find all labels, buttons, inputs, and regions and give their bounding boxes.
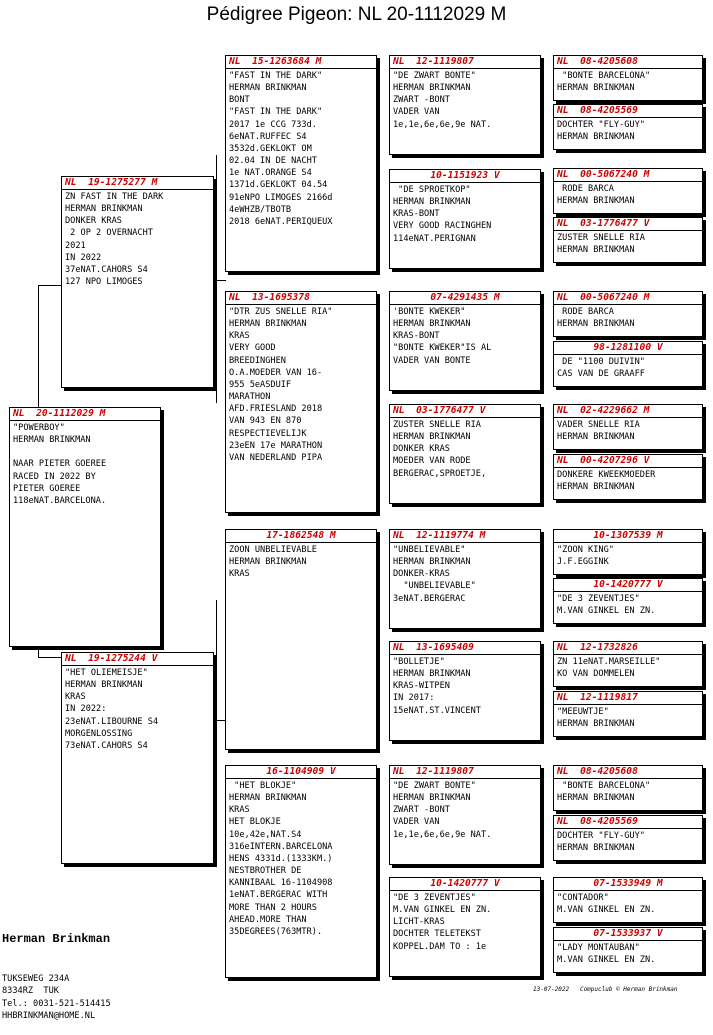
ring-number: NL 12-1732826: [554, 642, 702, 655]
pedigree-box-gen5: [553, 55, 703, 101]
ring-number: NL 12-1119807: [390, 766, 540, 779]
pedigree-box-gen3: [225, 55, 377, 272]
pedigree-box-gen4: [389, 877, 541, 977]
ring-number: NL 08-4205608: [554, 766, 702, 779]
ring-number: NL 12-1119807: [390, 56, 540, 69]
pedigree-box-gen5: [553, 815, 703, 861]
pigeon-details: "ZOON KING" J.F.EGGINK: [557, 545, 614, 568]
ring-number: 07-1533949 M: [554, 878, 702, 891]
pedigree-box-gen5: [553, 454, 703, 500]
ring-number: 16-1104909 V: [226, 766, 376, 779]
pigeon-details: "MEEUWTJE" HERMAN BRINKMAN: [557, 707, 635, 730]
owner-name: Herman Brinkman: [2, 931, 111, 946]
ring-number: NL 13-1695378: [226, 292, 376, 305]
ring-number: NL 08-4205608: [554, 56, 702, 69]
ring-number: 98-1281100 V: [554, 342, 702, 355]
pigeon-details: DONKERE KWEEKMOEDER HERMAN BRINKMAN: [557, 470, 656, 493]
pedigree-box-gen4: [389, 404, 541, 504]
pigeon-details: VADER SNELLE RIA HERMAN BRINKMAN: [557, 420, 640, 443]
pedigree-box-gen4: [389, 529, 541, 629]
pedigree-box-gen5: [553, 341, 703, 387]
pigeon-details: "HET BLOKJE" HERMAN BRINKMAN KRAS HET BLOKJE 10e,42e,NAT.S4 316eINTERN.BARCELONA HENS 4331d.(1333KM.) NESTBROTHER DE KANNIBAAL 16-1104908 1eNAT.BERGERAC WITH MORE THAN 2 HOURS AHEAD.MORE THAN 35DEGREES(763MTR).: [229, 781, 333, 937]
pigeon-details: "HET OLIEMEISJE" HERMAN BRINKMAN KRAS IN 2022: 23eNAT.LIBOURNE S4 MORGENLOSSING 73eNAT.CAHORS S4: [65, 668, 159, 751]
pedigree-box-gen3: [225, 765, 377, 978]
ring-number: NL 19-1275244 V: [62, 653, 213, 666]
connector-line: [216, 600, 217, 846]
connector-line: [213, 280, 226, 281]
ring-number: 10-1420777 V: [554, 579, 702, 592]
pedigree-box-gen5: [553, 404, 703, 450]
pigeon-details: "LADY MONTAUBAN" M.VAN GINKEL EN ZN.: [557, 943, 656, 966]
pedigree-box-gen5: [553, 104, 703, 150]
footer-credit: 13-07-2022 Compuclub © Herman Brinkman: [533, 986, 678, 993]
ring-number: NL 20-1112029 M: [10, 408, 160, 421]
connector-line: [38, 657, 62, 658]
pigeon-details: "BONTE BARCELONA" HERMAN BRINKMAN: [557, 71, 651, 94]
pedigree-box-gen5: [553, 291, 703, 337]
pigeon-details: "DE SPROETKOP" HERMAN BRINKMAN KRAS-BONT VERY GOOD RACINGHEN 114eNAT.PERIGNAN: [393, 185, 492, 244]
ring-number: 17-1862548 M: [226, 530, 376, 543]
pedigree-box-gen3: [225, 291, 377, 513]
pedigree-box-gen4: [389, 169, 541, 269]
pedigree-box-gen5: [553, 578, 703, 624]
pigeon-details: "DTR ZUS SNELLE RIA" HERMAN BRINKMAN KRAS VERY GOOD BREEDINGHEN O.A.MOEDER VAN 16- 955 5eASDUIF MARATHON AFD.FRIESLAND 2018 VAN 943 EN 870 RESPECTIEVELIJK 23eEN 17e MARATHON VAN NEDERLAND PIPA: [229, 307, 333, 463]
ring-number: 10-1151923 V: [390, 170, 540, 183]
pigeon-details: RODE BARCA HERMAN BRINKMAN: [557, 184, 635, 207]
ring-number: NL 12-1119774 M: [390, 530, 540, 543]
ring-number: NL 12-1119817: [554, 692, 702, 705]
pigeon-details: "DE 3 ZEVENTJES" M.VAN GINKEL EN ZN.: [557, 594, 656, 617]
ring-number: NL 00-5067240 M: [554, 169, 702, 182]
pedigree-box-gen4: [389, 641, 541, 741]
pedigree-box-gen4: [389, 765, 541, 865]
ring-number: NL 15-1263684 M: [226, 56, 376, 69]
pigeon-details: ZUSTER SNELLE RIA HERMAN BRINKMAN: [557, 233, 645, 256]
pigeon-details: "FAST IN THE DARK" HERMAN BRINKMAN BONT "FAST IN THE DARK" 2017 1e CCG 733d. 6eNAT.RUFFEC S4 3532d.GEKLOKT OM 02.04 IN DE NACHT 1e NAT.ORANGE S4 1371d.GEKLOKT 04.54 91eNPO LIMOGES 2166d 4eWHZB/TBOTB 2018 6eNAT.PERIQUEUX: [229, 71, 333, 227]
connector-line: [216, 155, 217, 403]
ring-number: 10-1420777 V: [390, 878, 540, 891]
pedigree-box-gen5: [553, 927, 703, 973]
ring-number: NL 00-4207296 V: [554, 455, 702, 468]
pedigree-box-gen5: [553, 217, 703, 263]
connector-line: [38, 285, 62, 286]
page-title: Pédigree Pigeon: NL 20-1112029 M: [206, 4, 507, 25]
owner-info: [2, 906, 111, 1035]
pigeon-details: DOCHTER "FLY-GUY" HERMAN BRINKMAN: [557, 831, 645, 854]
pigeon-details: "DE ZWART BONTE" HERMAN BRINKMAN ZWART -BONT VADER VAN 1e,1e,6e,6e,9e NAT.: [393, 781, 492, 840]
owner-address: TUKSEWEG 234A 8334RZ TUK Tel.: 0031-521-514415 HHBRINKMAN@HOME.NL: [2, 974, 111, 1022]
pigeon-details: "BOLLETJE" HERMAN BRINKMAN KRAS-WITPEN IN 2017: 15eNAT.ST.VINCENT: [393, 657, 481, 716]
pigeon-details: DE "1100 DUIVIN" CAS VAN DE GRAAFF: [557, 357, 645, 380]
pigeon-details: "POWERBOY" HERMAN BRINKMAN NAAR PIETER GOEREE RACED IN 2022 BY PIETER GOEREE 118eNAT.BARCELONA.: [13, 423, 107, 506]
ring-number: 10-1307539 M: [554, 530, 702, 543]
pigeon-details: RODE BARCA HERMAN BRINKMAN: [557, 307, 635, 330]
pigeon-details: DOCHTER "FLY-GUY" HERMAN BRINKMAN: [557, 120, 645, 143]
pigeon-details: 'BONTE KWEKER" HERMAN BRINKMAN KRAS-BONT "BONTE KWEKER"IS AL VADER VAN BONTE: [393, 307, 492, 366]
ring-number: NL 02-4229662 M: [554, 405, 702, 418]
pigeon-details: "DE ZWART BONTE" HERMAN BRINKMAN ZWART -BONT VADER VAN 1e,1e,6e,6e,9e NAT.: [393, 71, 492, 130]
pedigree-box-gen5: [553, 168, 703, 214]
ring-number: NL 03-1776477 V: [390, 405, 540, 418]
ring-number: NL 08-4205569: [554, 105, 702, 118]
pigeon-details: "DE 3 ZEVENTJES" M.VAN GINKEL EN ZN. LICHT-KRAS DOCHTER TELETEKST KOPPEL.DAM TO : 1e: [393, 893, 492, 952]
ring-number: NL 00-5067240 M: [554, 292, 702, 305]
pigeon-details: "BONTE BARCELONA" HERMAN BRINKMAN: [557, 781, 651, 804]
pedigree-box-gen4: [389, 291, 541, 391]
pedigree-box-sire: [61, 176, 214, 388]
pigeon-details: "CONTADOR" M.VAN GINKEL EN ZN.: [557, 893, 656, 916]
pigeon-details: ZOON UNBELIEVABLE HERMAN BRINKMAN KRAS: [229, 545, 317, 580]
pigeon-details: "UNBELIEVABLE" HERMAN BRINKMAN DONKER-KRAS "UNBELIEVABLE" 3eNAT.BERGERAC: [393, 545, 476, 604]
pedigree-box-gen5: [553, 765, 703, 811]
pedigree-box-gen5: [553, 877, 703, 923]
ring-number: 07-4291435 M: [390, 292, 540, 305]
pigeon-details: ZUSTER SNELLE RIA HERMAN BRINKMAN DONKER KRAS MOEDER VAN RODE BERGERAC,SPROETJE,: [393, 420, 487, 479]
pigeon-details: ZN 11eNAT.MARSEILLE" KO VAN DOMMELEN: [557, 657, 661, 680]
ring-number: NL 19-1275277 M: [62, 177, 213, 190]
pedigree-box-gen5: [553, 691, 703, 737]
pedigree-box-gen5: [553, 529, 703, 575]
ring-number: NL 13-1695409: [390, 642, 540, 655]
pedigree-box-gen3: [225, 529, 377, 750]
pedigree-box-gen5: [553, 641, 703, 687]
ring-number: 07-1533937 V: [554, 928, 702, 941]
pedigree-box-gen4: [389, 55, 541, 155]
pedigree-box-subject: [9, 407, 161, 647]
pigeon-details: ZN FAST IN THE DARK HERMAN BRINKMAN DONKER KRAS 2 OP 2 OVERNACHT 2021 IN 2022 37eNAT.CAHORS S4 127 NPO LIMOGES: [65, 192, 164, 288]
pedigree-box-dam: [61, 652, 214, 864]
ring-number: NL 08-4205569: [554, 816, 702, 829]
ring-number: NL 03-1776477 V: [554, 218, 702, 231]
